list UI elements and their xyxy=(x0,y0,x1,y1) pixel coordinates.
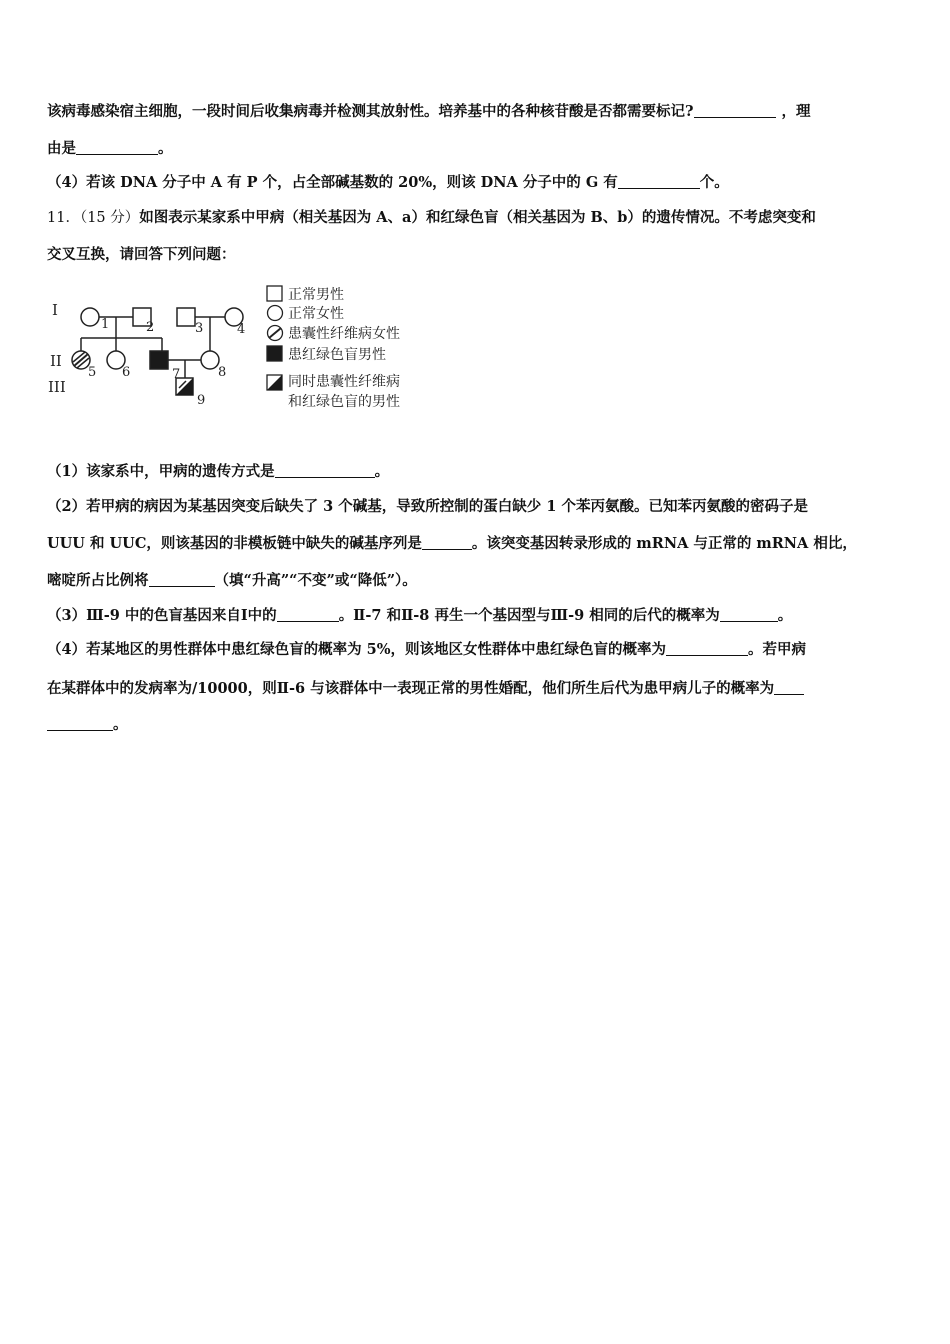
generation-label-ii: II xyxy=(50,352,62,370)
answer-blank[interactable] xyxy=(666,641,748,656)
answer-blank[interactable] xyxy=(618,174,700,189)
question-11-part-1: （1）该家系中，甲病的遗传方式是 。 xyxy=(47,463,390,480)
question-11-part-2-line-2: UUU 和 UUC，则该基因的非模板链中缺失的碱基序列是 。该突变基因转录形成的 mRNA 与正常的 mRNA 相比， xyxy=(47,535,857,552)
individual-number: 5 xyxy=(88,365,97,380)
answer-blank[interactable] xyxy=(275,463,375,478)
answer-blank[interactable] xyxy=(774,680,804,695)
question-number: 11．（15 分） xyxy=(47,210,140,226)
question-11-part-2-line-3: 嘧啶所占比例将 （填“升高”“不变”或“降低”）。 xyxy=(47,572,417,589)
answer-blank[interactable] xyxy=(694,103,776,118)
individual-number: 4 xyxy=(237,322,246,337)
legend-both-male-line-2: 和红绿色盲的男性 xyxy=(288,394,400,410)
answer-blank[interactable] xyxy=(277,607,339,622)
legend-normal-female-symbol xyxy=(268,306,283,321)
individual-number: 8 xyxy=(218,365,227,380)
legend-normal-female: 正常女性 xyxy=(288,306,344,322)
legend-normal-male-symbol xyxy=(267,286,282,301)
question-11-part-3: （3）Ⅲ-9 中的色盲基因来自Ⅰ中的 。Ⅱ-7 和Ⅱ-8 再生一个基因型与Ⅲ-9 相同的后代的概率为 。 xyxy=(47,607,793,624)
individual-ii-7 xyxy=(150,351,168,369)
question-11-part-4-line-2: 在某群体中的发病率为/10000，则Ⅱ-6 与该群体中一表现正常的男性婚配，他们所生后代为患甲病儿子的概率为 xyxy=(47,679,917,699)
question-11-part-4-line-3: 。 xyxy=(47,715,917,735)
legend-normal-male: 正常男性 xyxy=(288,287,344,303)
individual-ii-8 xyxy=(201,351,219,369)
individual-i-3 xyxy=(177,308,195,326)
legend-cf-female: 患囊性纤维病女性 xyxy=(288,326,400,342)
generation-label-i: I xyxy=(52,301,58,319)
answer-blank[interactable] xyxy=(149,572,215,587)
answer-blank[interactable] xyxy=(720,607,778,622)
individual-i-1 xyxy=(81,308,99,326)
question-11-part-2-line-1: （2）若甲病的病因为某基因突变后缺失了 3 个碱基，导致所控制的蛋白缺少 1 个苯丙氨酸。已知苯丙氨酸的密码子是 xyxy=(47,498,808,515)
legend-colorblind-male-symbol xyxy=(267,346,282,361)
text-line-2: 由是 。 xyxy=(47,140,173,157)
answer-blank[interactable] xyxy=(422,535,472,550)
text-line-1: 该病毒感染宿主细胞，一段时间后收集病毒并检测其放射性。培养基中的各种核苷酸是否都需要标记? ，理 xyxy=(47,103,811,120)
individual-number: 7 xyxy=(172,367,181,382)
legend-both-male-symbol xyxy=(267,375,282,390)
legend-both-male-line-1: 同时患囊性纤维病 xyxy=(288,374,400,390)
question-11-part-4-line-1: （4）若某地区的男性群体中患红绿色盲的概率为 5%，则该地区女性群体中患红绿色盲的概率为 。若甲病 xyxy=(47,641,807,658)
pedigree-chart xyxy=(44,280,444,415)
text-line-3: （4）若该 DNA 分子中 A 有 P 个，占全部碱基数的 20%，则该 DNA 分子中的 G 有 个。 xyxy=(47,174,729,191)
question-11-line-1: 11．（15 分）如图表示某家系中甲病（相关基因为 A、a）和红绿色盲（相关基因为 B、b）的遗传情况。不考虑突变和 xyxy=(47,209,816,226)
generation-label-iii: III xyxy=(48,378,66,396)
individual-number: 1 xyxy=(101,317,110,332)
legend-cf-female-symbol xyxy=(268,326,283,341)
answer-blank[interactable] xyxy=(47,716,113,731)
individual-number: 6 xyxy=(122,365,131,380)
individual-number: 2 xyxy=(146,320,155,335)
answer-blank[interactable] xyxy=(76,140,158,155)
individual-number: 9 xyxy=(197,393,206,408)
legend-colorblind-male: 患红绿色盲男性 xyxy=(288,347,386,363)
individual-number: 3 xyxy=(195,321,204,336)
question-11-line-2: 交叉互换，请回答下列问题： xyxy=(47,246,236,263)
